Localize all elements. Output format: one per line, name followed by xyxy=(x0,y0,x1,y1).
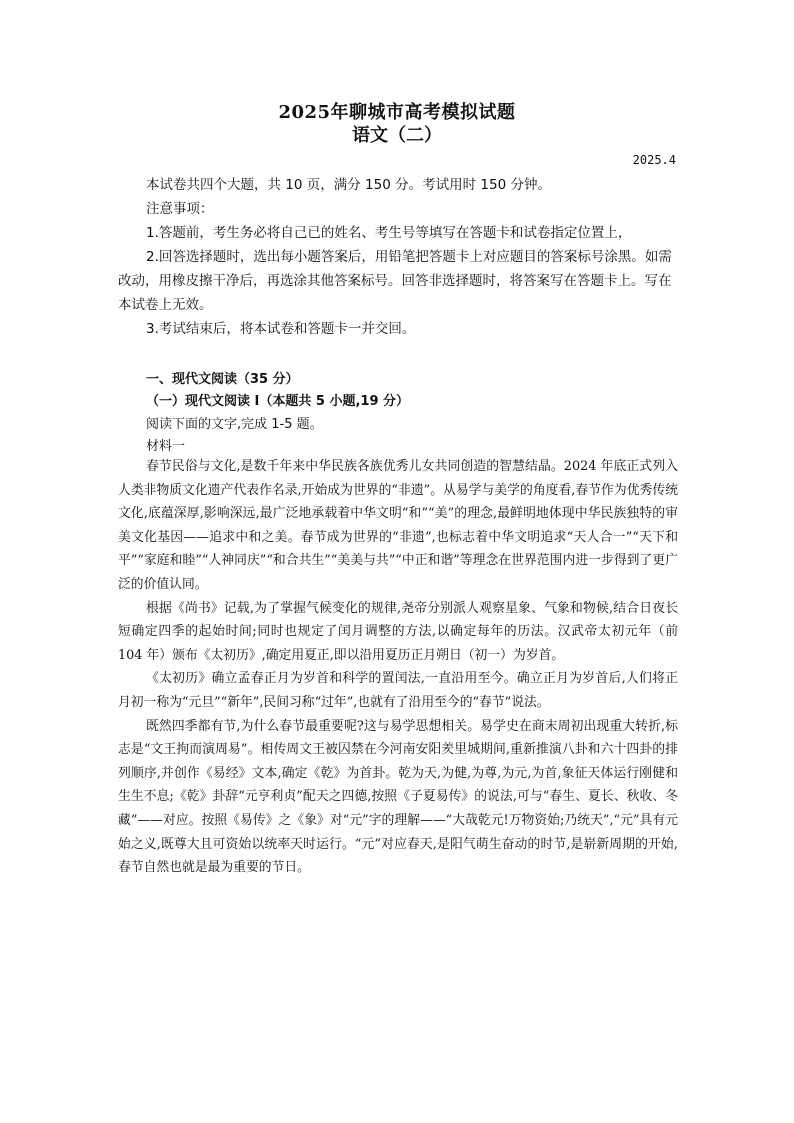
notice-item-1: 1.答题前，考生务必将自己已的姓名、考生号等填写在答题卡和试卷指定位置上， xyxy=(146,225,632,241)
notice-label: 注意事项： xyxy=(146,201,214,217)
passage-paragraph: 根据《尚书》记载,为了掌握气候变化的规律,尧帝分别派人观察星象、气象和物候,结合日夜长短确定四季的起始时间;同时也规定了闰月调整的方法,以确定每年的历法。汉武帝太初元年（前 104 年）颁布《太初历》,确定用夏正,即以沿用夏历正月朔日（初一）为岁首。 xyxy=(118,600,678,663)
exam-title: 2025年聊城市高考模拟试题 xyxy=(278,102,516,123)
notice-item-3: 3.考试结束后，将本试卷和答题卡一并交回。 xyxy=(146,321,416,337)
notice-item-2: 2.回答选择题时，选出每小题答案后，用铅笔把答题卡上对应题目的答案标号涂黑。如需改动，用橡皮擦干净后，再选涂其他答案标号。回答非选择题时，将答案写在答题卡上。写在本试卷上无效。 xyxy=(118,249,672,313)
exam-subtitle: 语文（二） xyxy=(352,125,442,146)
section-heading: 一、现代文阅读（35 分） xyxy=(146,372,299,387)
material-label: 材料一 xyxy=(146,439,186,454)
reading-passage xyxy=(118,455,678,880)
passage-paragraph: 既然四季都有节,为什么春节最重要呢?这与易学思想相关。易学史在商末周初出现重大转折,标志是“文王拘而演周易”。相传周文王被囚禁在今河南安阳羑里城期间,重新推演八卦和六十四卦的排列顺序,并创作《易经》文本,确定《乾》为首卦。乾为天,为健,为尊,为元,为首,象征天体运行刚健和生生不息;《乾》卦辞“元亨利贞”配天之四德,按照《子夏易传》的说法,可与“春生、夏长、秋收、冬藏”——对应。按照《易传》之《象》对“元”字的理解——“大哉乾元!万物资始;乃统天”,“元”具有元始之义,既尊大且可资始以统率天时运行。“元”对应春天,是阳气萌生奋动的时节,是崭新周期的开始,春节自然也就是最为重要的节日。 xyxy=(118,718,678,876)
passage-paragraph: 春节民俗与文化,是数千年来中华民族各族优秀儿女共同创造的智慧结晶。2024 年底正式列入人类非物质文化遗产代表作名录,开始成为世界的“非遗”。从易学与美学的角度看,春节作为优秀传统文化,底蕴深厚,影响深远,最广泛地承载着中华文明“和”“美”的理念,最鲜明地体现中华民族独特的审美文化基因——追求中和之美。春节成为世界的“非遗”,也标志着中华文明追求“天人合一”“天下和平”“家庭和睦”“人神同庆”“和合共生”“美美与共”“中正和谐”等理念在世界范围内进一步得到了更广泛的价值认同。 xyxy=(118,459,678,592)
exam-date: 2025.4 xyxy=(632,153,676,167)
passage-paragraph: 《太初历》确立孟春正月为岁首和科学的置闰法,一直沿用至今。确立正月为岁首后,人们将正月初一称为“元旦”“新年”,民间习称“过年”,也就有了沿用至今的“春节”说法。 xyxy=(118,671,678,710)
reading-instruction: 阅读下面的文字,完成 1-5 题。 xyxy=(146,417,323,432)
exam-instructions xyxy=(118,173,678,341)
instructions-intro: 本试卷共四个大题，共 10 页，满分 150 分。考试用时 150 分钟。 xyxy=(146,177,551,193)
section-subheading: （一）现代文阅读 I（本题共 5 小题,19 分） xyxy=(146,394,410,409)
